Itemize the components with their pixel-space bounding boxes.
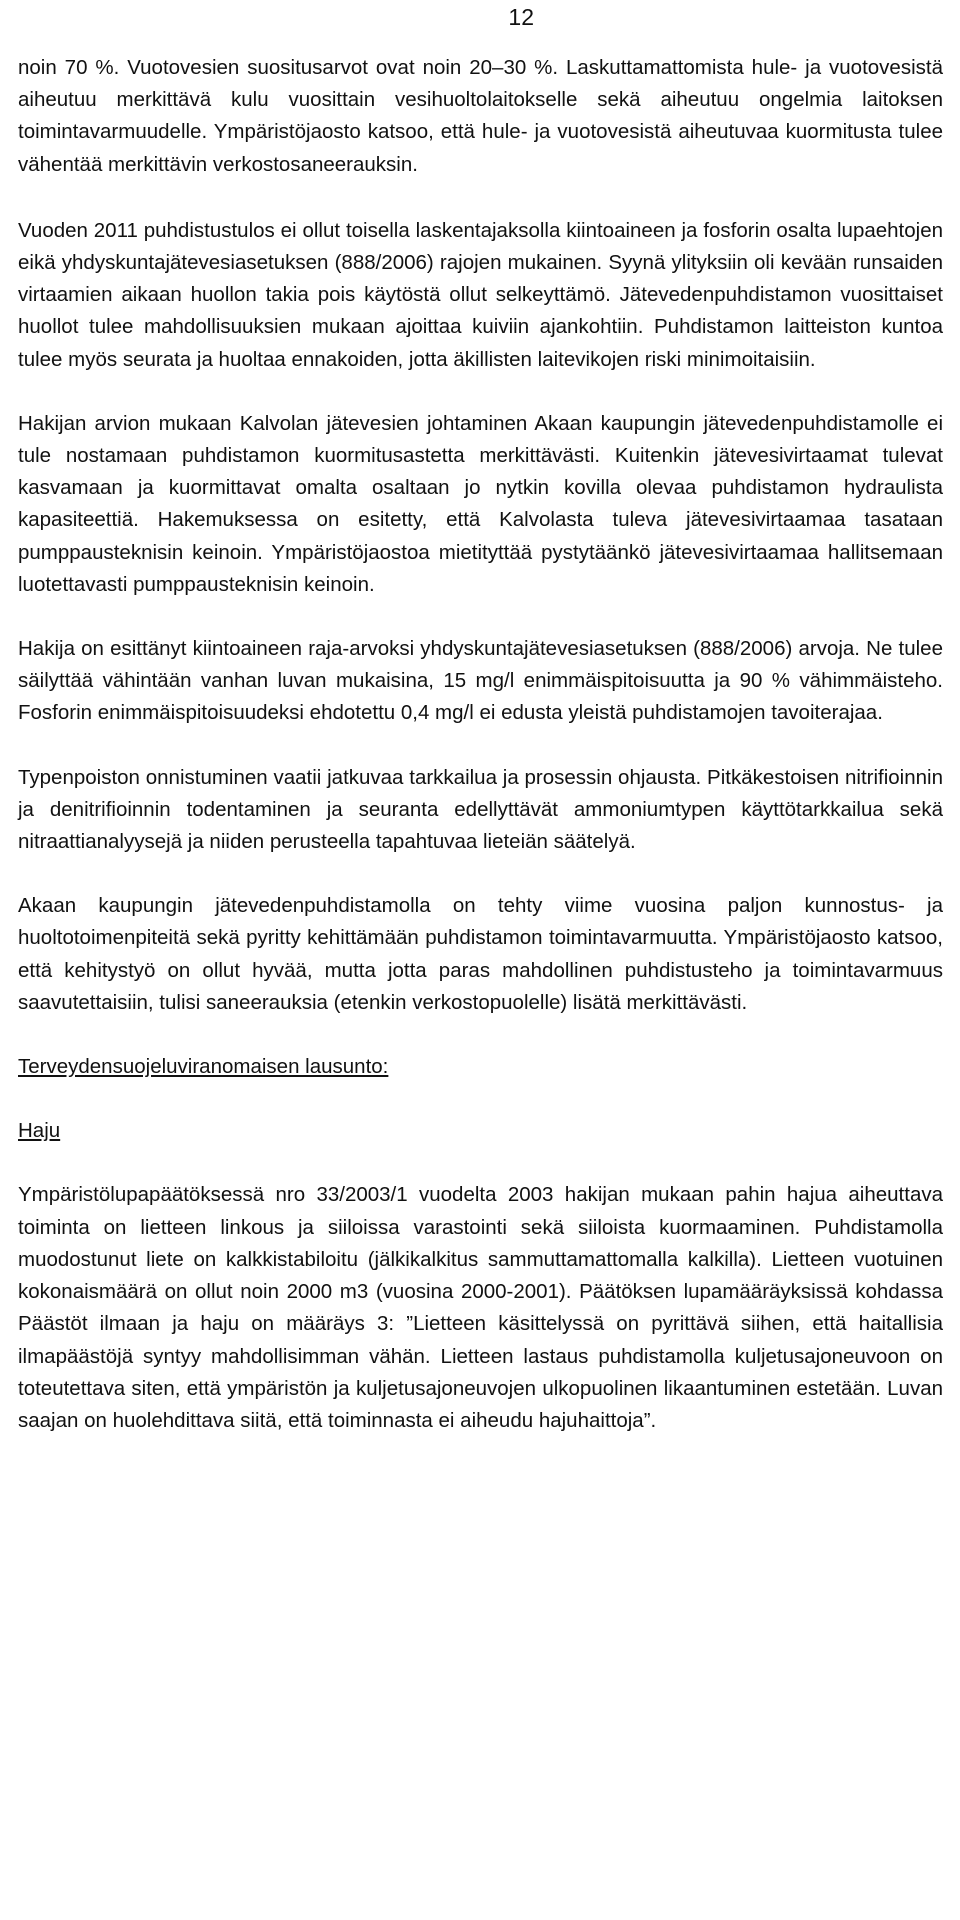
page-number: 12 xyxy=(508,4,534,30)
paragraph-limit-values: Hakija on esittänyt kiintoaineen raja-arvoksi yhdyskuntajätevesiasetuksen (888/2006) arvoja. Ne tulee säilyttää vähintään vanhan luvan mukaisina, 15 mg/l enimmäispitoisuutta ja 90 % vähimmäisteho. Fosforin enimmäispitoisuudeksi ehdotettu 0,4 mg/l ei edusta yleistä puhdistamojen tavoiterajaa. xyxy=(18,637,943,725)
paragraph-runoff-water: noin 70 %. Vuotovesien suositusarvot ovat noin 20–30 %. Laskuttamattomista hule- ja vuotovesistä aiheutuu merkittävä kulu vuosittain vesihuoltolaitokselle sekä aiheutuu ongelmia laitoksen toimintavarmuudelle. Ympäristöjaosto katsoo, että hule- ja vuotovesistä aiheutuvaa kuormitusta tulee vähentää merkittävin verkostosaneerauksin. xyxy=(18,56,943,176)
paragraph-treatment-result-2011: Vuoden 2011 puhdistustulos ei ollut toisella laskentajaksolla kiintoaineen ja fosforin osalta lupaehtojen eikä yhdyskuntajätevesiasetuksen (888/2006) rajojen mukainen. Syynä ylityksiin oli kevään runsaiden virtaamien aikaan huollon takia pois käytöstä ollut selkeyttämö. Jätevedenpuhdistamon vuosittaiset huollot tulee mahdollisuuksien mukaan ajoittaa kuiviin ajankohtiin. Puhdistamon laitteiston kuntoa tulee myös seurata ja huoltaa ennakoiden, jotta äkillisten laitevikojen riski minimoitaisiin. xyxy=(18,218,943,371)
paragraph-nitrogen-removal: Typenpoiston onnistuminen vaatii jatkuvaa tarkkailua ja prosessin ohjausta. Pitkäkestoisen nitrifioinnin ja denitrifioinnin todentaminen ja seuranta edellyttävät ammoniumtypen käyttötarkkailua sekä nitraattianalyysejä ja niiden perusteella tapahtuvaa lieteiän säätelyä. xyxy=(18,765,943,854)
odor-subheading: Haju xyxy=(18,1119,61,1143)
paragraph-plant-renovation: Akaan kaupungin jätevedenpuhdistamolla on tehty viime vuosina paljon kunnostus- ja huoltotoimenpiteitä sekä pyritty kehittämään puhdistamon toimintavarmuutta. Ympäristöjaosto katsoo, että kehitystyö on ollut hyvää, mutta jotta paras mahdollinen puhdistusteho ja toimintavarmuus saavutettaisiin, tulisi saneerauksia (etenkin verkostopuolelle) lisätä merkittävästi. xyxy=(18,894,943,1014)
paragraph-odor-permit: Ympäristölupapäätöksessä nro 33/2003/1 vuodelta 2003 hakijan mukaan pahin hajua aiheuttava toiminta on lietteen linkous ja siiloissa varastointi sekä siiloista kuormaaminen. Puhdistamolla muodostunut liete on kalkkistabiloitu (jälkikalkitus sammuttamattomalla kalkilla). Lietteen vuotuinen kokonaismäärä on ollut noin 2000 m3 (vuosina 2000-2001). Päätöksen lupamääräyksissä kohdassa Päästöt ilmaan ja haju on määräys 3: ”Lietteen käsittelyssä on pyrittävä siihen, että haitallisia ilmapäästöjä syntyy mahdollisimman vähän. Lietteen lastaus puhdistamolla kuljetusajoneuvoon on toteutettava siten, että ympäristön ja kuljetusajoneuvojen ulkopuolinen likaantuminen estetään. Luvan saajan on huolehdittava siitä, että toiminnasta ei aiheudu hajuhaittoja”. xyxy=(18,1183,943,1432)
paragraph-kalvola-wastewater: Hakijan arvion mukaan Kalvolan jätevesien johtaminen Akaan kaupungin jätevedenpuhdistamolle ei tule nostamaan puhdistamon kuormitusastetta merkittävästi. Kuitenkin jätevesivirtaamat tulevat kasvamaan ja kuormittavat omalta osaltaan jo nytkin kovilla olevaa puhdistamon hydraulista kapasiteettiä. Hakemuksessa on esitetty, että Kalvolasta tuleva jätevesivirtaamaa tasataan pumppausteknisin keinoin. Ympäristöjaostoa mietityttää pystytäänkö jätevesivirtaamaa hallitsemaan luotettavasti pumppausteknisin keinoin. xyxy=(18,411,943,596)
statement-heading: Terveydensuojeluviranomaisen lausunto: xyxy=(18,1055,389,1079)
document-body xyxy=(18,52,943,1469)
